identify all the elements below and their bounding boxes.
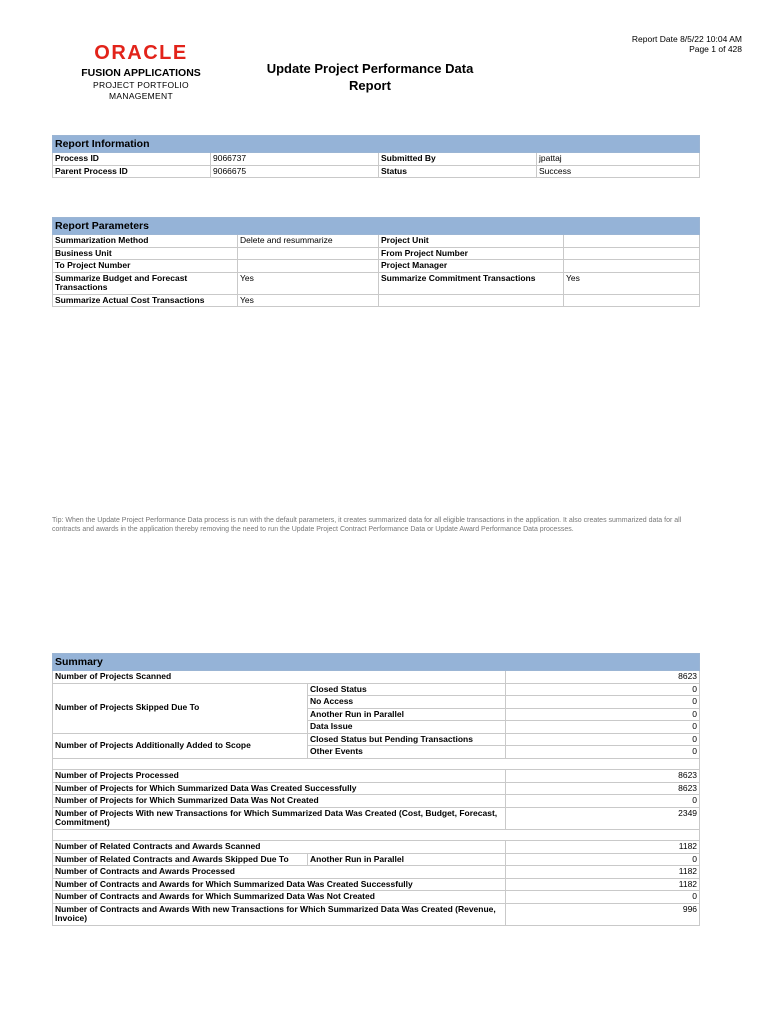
summary-value: 0 <box>506 733 700 746</box>
table-row <box>53 782 700 795</box>
param-value <box>564 235 700 248</box>
table-row <box>53 853 700 866</box>
summary-value: 0 <box>506 696 700 709</box>
table-row <box>53 235 700 248</box>
logo-module-line1: PROJECT PORTFOLIO <box>93 80 189 90</box>
summary-value: 0 <box>506 721 700 734</box>
summary-value: 0 <box>506 746 700 759</box>
param-label <box>379 294 564 307</box>
parent-process-id-label: Parent Process ID <box>53 165 211 178</box>
summary-label: Number of Projects Additionally Added to Scope <box>53 733 308 758</box>
table-row <box>53 671 700 684</box>
table-row <box>53 866 700 879</box>
table-row <box>53 247 700 260</box>
summary-label: Number of Projects Skipped Due To <box>53 683 308 733</box>
process-id-value: 9066737 <box>211 153 379 166</box>
summary-label: Number of Projects Scanned <box>53 671 506 684</box>
summary-label: Number of Projects for Which Summarized Data Was Created Successfully <box>53 782 506 795</box>
process-id-label: Process ID <box>53 153 211 166</box>
table-row <box>53 165 700 178</box>
param-label: Summarize Budget and Forecast Transactions <box>53 272 238 294</box>
summary-label: Number of Contracts and Awards for Which Summarized Data Was Not Created <box>53 891 506 904</box>
logo-module-line2: MANAGEMENT <box>109 90 173 101</box>
summary-value: 0 <box>506 795 700 808</box>
summary-value: 0 <box>506 853 700 866</box>
skip-reason: No Access <box>308 696 506 709</box>
skip-reason: Data Issue <box>308 721 506 734</box>
submitted-by-value: jpattaj <box>537 153 700 166</box>
report-meta <box>632 34 742 54</box>
param-label: From Project Number <box>379 247 564 260</box>
table-row-spacer <box>53 829 700 841</box>
summary-value: 0 <box>506 708 700 721</box>
logo-product-line: FUSION APPLICATIONS <box>81 67 201 79</box>
report-parameters-table <box>52 217 700 307</box>
param-label: Project Manager <box>379 260 564 273</box>
param-label: Business Unit <box>53 247 238 260</box>
report-parameters-header: Report Parameters <box>53 218 700 235</box>
table-row <box>53 260 700 273</box>
param-value: Yes <box>564 272 700 294</box>
table-row <box>53 153 700 166</box>
report-title <box>250 60 490 94</box>
table-row <box>53 891 700 904</box>
summary-table <box>52 653 700 926</box>
param-label: Summarize Commitment Transactions <box>379 272 564 294</box>
table-row <box>53 807 700 829</box>
summary-value: 1182 <box>506 878 700 891</box>
table-row <box>53 294 700 307</box>
summary-value: 8623 <box>506 782 700 795</box>
table-row <box>53 770 700 783</box>
summary-value: 1182 <box>506 866 700 879</box>
param-value: Yes <box>238 294 379 307</box>
summary-value: 8623 <box>506 671 700 684</box>
table-row <box>53 795 700 808</box>
summary-value: 996 <box>506 903 700 925</box>
title-line2: Report <box>349 78 391 93</box>
table-row-spacer <box>53 758 700 770</box>
added-reason: Closed Status but Pending Transactions <box>308 733 506 746</box>
summary-label: Number of Projects for Which Summarized Data Was Not Created <box>53 795 506 808</box>
status-label: Status <box>379 165 537 178</box>
param-value: Yes <box>238 272 379 294</box>
skip-reason: Closed Status <box>308 683 506 696</box>
status-value: Success <box>537 165 700 178</box>
page-number: Page 1 of 428 <box>689 44 742 54</box>
param-label: To Project Number <box>53 260 238 273</box>
tip-text: Tip: When the Update Project Performance Data process is run with the default parameters, it creates summarized data for all eligible transactions in the application. It also creates summarized data for all contracts and awards in the application thereby removing the need to run the Update Project Contract Performance Data or Update Award Performance Data processes. <box>52 517 682 533</box>
param-label: Summarize Actual Cost Transactions <box>53 294 238 307</box>
summary-label: Number of Projects With new Transactions for Which Summarized Data Was Created (Cost, Budget, Forecast, Commitment) <box>53 807 506 829</box>
param-label: Summarization Method <box>53 235 238 248</box>
table-row <box>53 841 700 854</box>
added-reason: Other Events <box>308 746 506 759</box>
table-row <box>53 272 700 294</box>
param-value <box>238 260 379 273</box>
table-row <box>53 733 700 746</box>
param-value <box>564 247 700 260</box>
report-information-header: Report Information <box>53 136 700 153</box>
summary-label: Number of Contracts and Awards With new Transactions for Which Summarized Data Was Created (Revenue, Invoice) <box>53 903 506 925</box>
summary-value: 2349 <box>506 807 700 829</box>
summary-header: Summary <box>53 654 700 671</box>
summary-value: 0 <box>506 683 700 696</box>
summary-value: 8623 <box>506 770 700 783</box>
summary-value: 0 <box>506 891 700 904</box>
param-value: Delete and resummarize <box>238 235 379 248</box>
summary-label: Number of Related Contracts and Awards Skipped Due To <box>53 853 308 866</box>
param-value <box>564 294 700 307</box>
report-information-table <box>52 135 700 178</box>
summary-label: Number of Contracts and Awards Processed <box>53 866 506 879</box>
param-value <box>238 247 379 260</box>
skip-reason: Another Run in Parallel <box>308 853 506 866</box>
summary-value: 1182 <box>506 841 700 854</box>
report-date: Report Date 8/5/22 10:04 AM <box>631 34 742 44</box>
summary-label: Number of Contracts and Awards for Which Summarized Data Was Created Successfully <box>53 878 506 891</box>
table-row <box>53 903 700 925</box>
oracle-logo <box>66 42 216 101</box>
param-label: Project Unit <box>379 235 564 248</box>
summary-label: Number of Projects Processed <box>53 770 506 783</box>
title-line1: Update Project Performance Data <box>266 61 474 76</box>
parent-process-id-value: 9066675 <box>211 165 379 178</box>
table-row <box>53 683 700 696</box>
skip-reason: Another Run in Parallel <box>308 708 506 721</box>
param-value <box>564 260 700 273</box>
table-row <box>53 878 700 891</box>
summary-label: Number of Related Contracts and Awards Scanned <box>53 841 506 854</box>
oracle-wordmark: ORACLE <box>94 42 188 64</box>
submitted-by-label: Submitted By <box>379 153 537 166</box>
